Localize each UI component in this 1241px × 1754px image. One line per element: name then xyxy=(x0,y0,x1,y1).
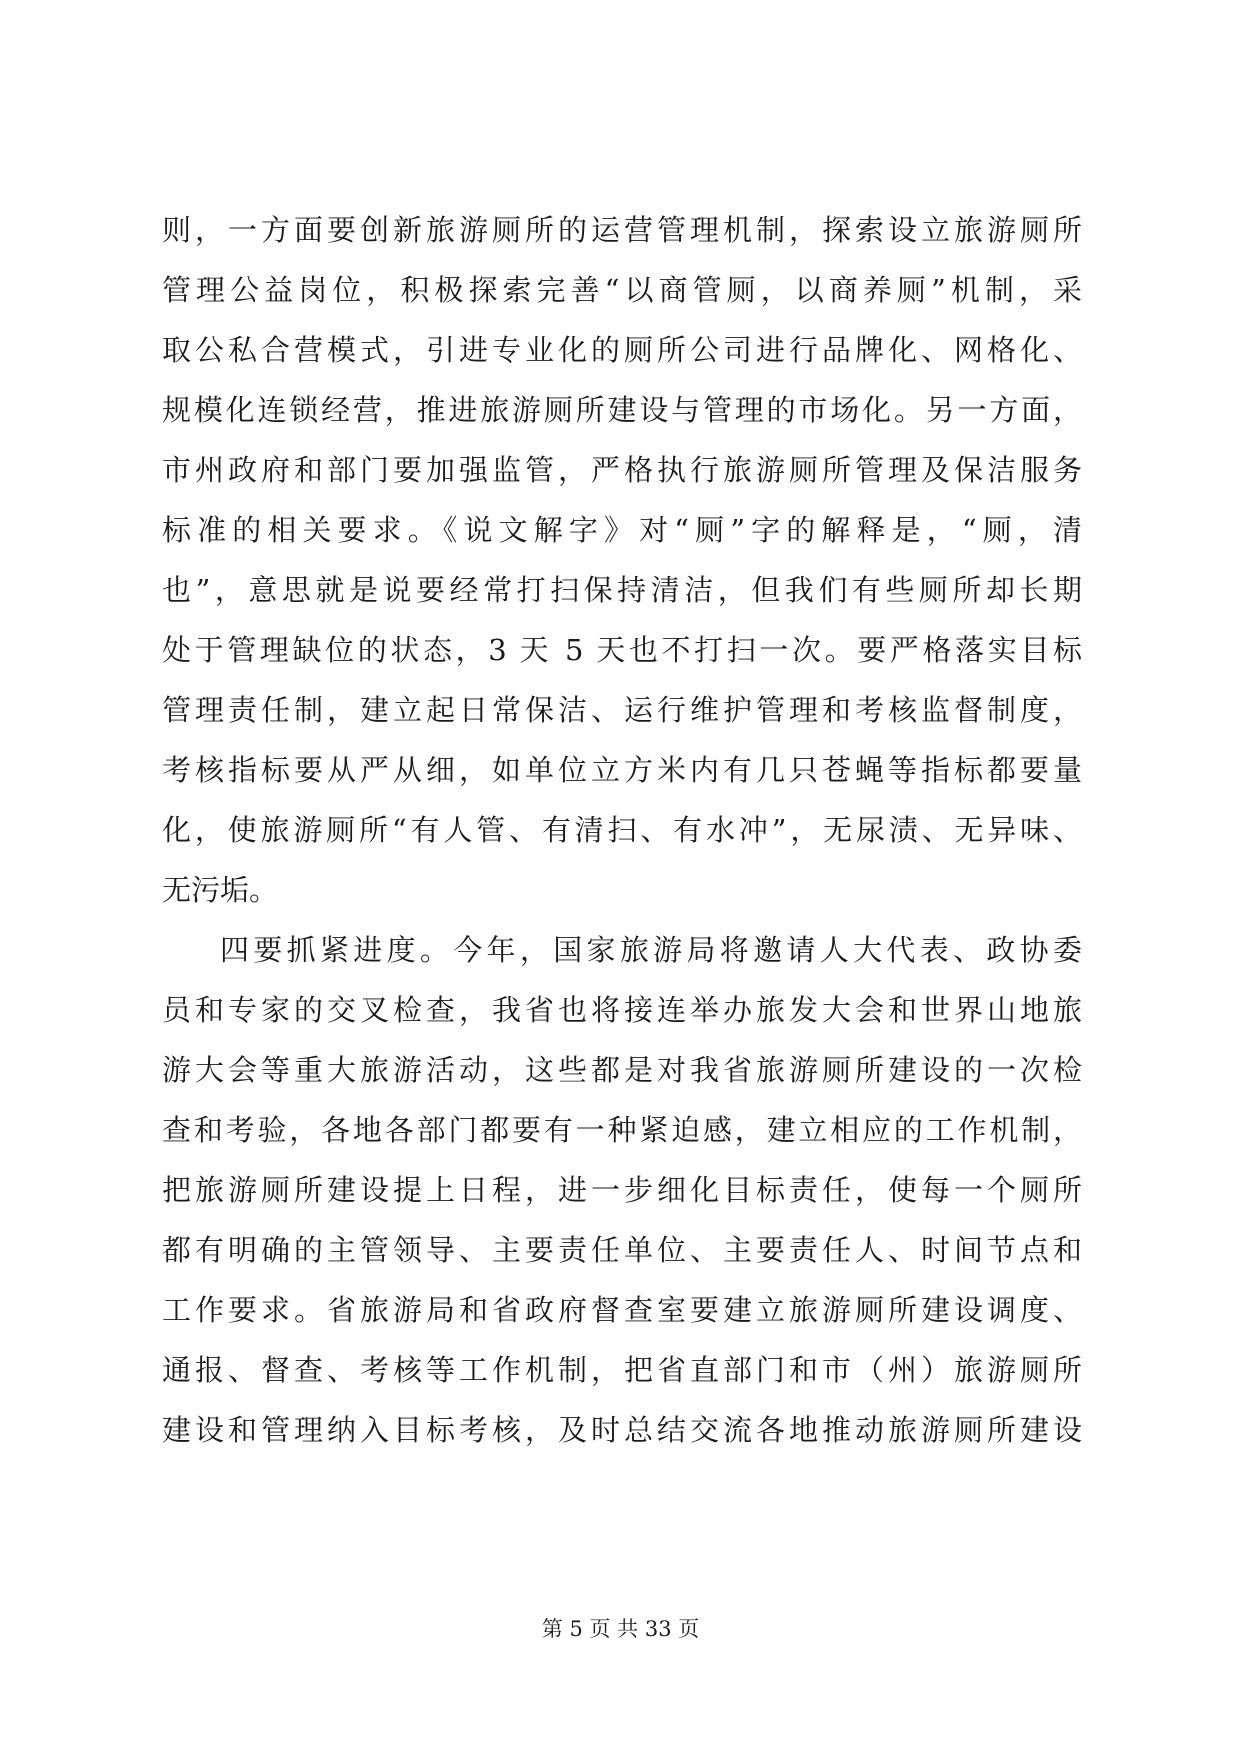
text-line: 把旅游厕所建设提上日程，进一步细化目标责任，使每一个厕所 xyxy=(162,1173,1082,1207)
text-line: 管理公益岗位，积极探索完善“以商管厕，以商养厕”机制，采 xyxy=(162,273,1082,307)
text-line: 取公私合营模式，引进专业化的厕所公司进行品牌化、网格化、 xyxy=(162,333,1082,367)
text-line: 通报、督查、考核等工作机制，把省直部门和市（州）旅游厕所 xyxy=(162,1353,1082,1387)
text-line: 四要抓紧进度。今年，国家旅游局将邀请人大代表、政协委 xyxy=(220,933,1082,967)
text-line: 查和考验，各地各部门都要有一种紧迫感，建立相应的工作机制， xyxy=(162,1113,1082,1147)
text-line: 员和专家的交叉检查，我省也将接连举办旅发大会和世界山地旅 xyxy=(162,993,1082,1027)
text-line: 都有明确的主管领导、主要责任单位、主要责任人、时间节点和 xyxy=(162,1233,1082,1267)
text-line: 工作要求。省旅游局和省政府督查室要建立旅游厕所建设调度、 xyxy=(162,1293,1082,1327)
paragraph-1 xyxy=(162,200,1082,920)
text-line: 标准的相关要求。《说文解字》对“厕”字的解释是，“厕，清 xyxy=(162,513,1082,547)
text-line: 考核指标要从严从细，如单位立方米内有几只苍蝇等指标都要量 xyxy=(162,753,1082,787)
text-line: 市州政府和部门要加强监管，严格执行旅游厕所管理及保洁服务 xyxy=(162,453,1082,487)
page-number: 第 5 页 共 33 页 xyxy=(541,1617,700,1641)
paragraph-2 xyxy=(162,920,1082,1460)
text-line: 也”，意思就是说要经常打扫保持清洁，但我们有些厕所却长期 xyxy=(162,573,1082,607)
text-line: 无污垢。 xyxy=(162,873,279,907)
text-line: 游大会等重大旅游活动，这些都是对我省旅游厕所建设的一次检 xyxy=(162,1053,1082,1087)
text-line: 化，使旅游厕所“有人管、有清扫、有水冲”，无尿渍、无异味、 xyxy=(162,813,1082,847)
text-line: 建设和管理纳入目标考核，及时总结交流各地推动旅游厕所建设 xyxy=(162,1413,1082,1447)
text-line: 处于管理缺位的状态，3 天 5 天也不打扫一次。要严格落实目标 xyxy=(162,633,1082,667)
body-text xyxy=(162,200,1082,1460)
text-line: 管理责任制，建立起日常保洁、运行维护管理和考核监督制度， xyxy=(162,693,1082,727)
text-line: 规模化连锁经营，推进旅游厕所建设与管理的市场化。另一方面， xyxy=(162,393,1082,427)
text-line: 则，一方面要创新旅游厕所的运营管理机制，探索设立旅游厕所 xyxy=(162,213,1082,247)
page-footer xyxy=(0,1614,1241,1644)
